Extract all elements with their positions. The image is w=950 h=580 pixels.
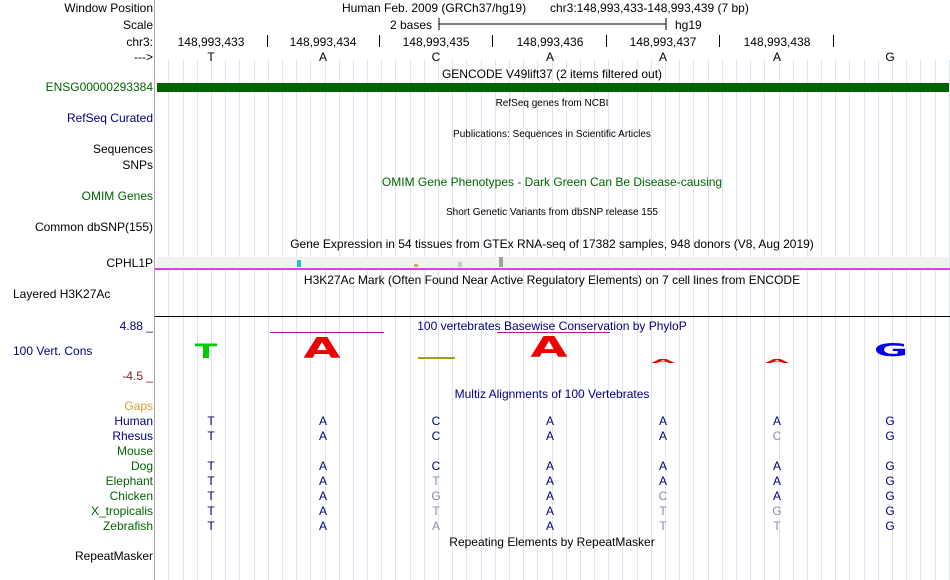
label-divider <box>154 0 155 580</box>
aligned-base: T <box>432 504 440 518</box>
aligned-base: A <box>318 459 328 473</box>
scale-label: Scale <box>122 18 153 32</box>
gtex-tissue-bar <box>458 262 462 267</box>
aligned-base: A <box>545 414 555 428</box>
species-label[interactable]: Chicken <box>109 489 153 503</box>
ruler-tick <box>606 35 607 47</box>
aligned-base: C <box>772 429 782 443</box>
gencode-gene-label[interactable]: ENSG00000293384 <box>45 80 153 94</box>
aligned-base: G <box>885 429 895 443</box>
conservation-logo <box>155 316 950 386</box>
species-label[interactable]: Rhesus <box>112 429 153 443</box>
cons-track-title: 100 vertebrates Basewise Conservation by PhyloP <box>417 319 687 333</box>
aligned-base: A <box>318 414 328 428</box>
logo-base-A: A <box>303 332 341 366</box>
aligned-base: A <box>318 489 328 503</box>
aligned-base: C <box>431 459 441 473</box>
aligned-base: C <box>658 489 668 503</box>
cons-track-label[interactable]: 100 Vert. Cons <box>13 344 93 358</box>
logo-base-G: G <box>873 339 909 361</box>
aligned-base: A <box>431 519 441 533</box>
scale-bar <box>438 17 668 31</box>
dbsnp-track-title: Short Genetic Variants from dbSNP release 155 <box>446 207 658 218</box>
gtex-expression-panel[interactable] <box>157 257 949 268</box>
aligned-base: A <box>658 414 668 428</box>
gtex-track-line <box>155 268 950 270</box>
aligned-base: A <box>318 474 328 488</box>
aligned-base: T <box>207 504 215 518</box>
reference-base: A <box>545 50 555 64</box>
omim-label[interactable]: OMIM Genes <box>81 189 153 203</box>
species-label[interactable]: Zebrafish <box>102 519 153 533</box>
cons-max-label: 4.88 _ <box>119 319 153 333</box>
multiz-track-title: Multiz Alignments of 100 Vertebrates <box>454 387 650 401</box>
aligned-base: G <box>885 474 895 488</box>
aligned-base: A <box>772 489 782 503</box>
aligned-base: T <box>659 504 667 518</box>
species-label[interactable]: X_tropicalis <box>90 504 153 518</box>
logo-base-A: A <box>530 331 568 365</box>
aligned-base: G <box>885 414 895 428</box>
cons-min-label: -4.5 _ <box>122 369 153 383</box>
gtex-tissue-bar <box>414 264 418 267</box>
ruler-position-label: 148,993,436 <box>516 35 584 49</box>
aligned-base: A <box>658 474 668 488</box>
species-label[interactable]: Dog <box>130 459 153 473</box>
ruler-position-label: 148,993,433 <box>177 35 245 49</box>
aligned-base: G <box>885 459 895 473</box>
species-label[interactable]: Human <box>114 414 153 428</box>
aligned-base: T <box>773 519 781 533</box>
logo-base-T: T <box>194 340 218 364</box>
aligned-base: G <box>431 489 441 503</box>
aligned-base: A <box>318 504 328 518</box>
aligned-base: T <box>207 489 215 503</box>
species-label[interactable]: Mouse <box>116 444 153 458</box>
aligned-base: T <box>432 474 440 488</box>
aligned-base: A <box>545 489 555 503</box>
dbsnp-label[interactable]: Common dbSNP(155) <box>34 220 153 234</box>
aligned-base: G <box>885 489 895 503</box>
aligned-base: A <box>318 519 328 533</box>
aligned-base: T <box>659 519 667 533</box>
aligned-base: A <box>545 429 555 443</box>
ruler-tick <box>379 35 380 47</box>
aligned-base: A <box>545 459 555 473</box>
reference-base: A <box>658 50 668 64</box>
ruler-position-label: 148,993,435 <box>402 35 470 49</box>
aligned-base: C <box>431 414 441 428</box>
aligned-base: A <box>318 429 328 443</box>
gtex-tissue-bar <box>499 257 503 267</box>
scale-db: hg19 <box>675 18 702 32</box>
h3k27ac-label[interactable]: Layered H3K27Ac <box>13 287 111 301</box>
window-position-label: Window Position <box>64 1 153 15</box>
reference-base: T <box>207 50 215 64</box>
gtex-track-title: Gene Expression in 54 tissues from GTEx RNA-seq of 17382 samples, 948 donors (V8, Aug 2019) <box>290 237 814 251</box>
h3k27ac-track-title: H3K27Ac Mark (Often Found Near Active Regulatory Elements) on 7 cell lines from ENCODE <box>303 273 801 287</box>
ruler-tick <box>719 35 720 47</box>
ruler-position-label: 148,993,434 <box>289 35 357 49</box>
repeatmasker-label[interactable]: RepeatMasker <box>74 549 153 563</box>
sequences-label[interactable]: Sequences <box>92 142 153 156</box>
refseq-track-title: RefSeq genes from NCBI <box>495 98 609 109</box>
aligned-base: A <box>772 414 782 428</box>
ruler-tick <box>492 35 493 47</box>
aligned-base: G <box>885 519 895 533</box>
aligned-base: C <box>431 429 441 443</box>
aligned-base: A <box>772 474 782 488</box>
ruler-position-label: 148,993,438 <box>743 35 811 49</box>
repeatmasker-track-title: Repeating Elements by RepeatMasker <box>449 535 655 549</box>
aligned-base: A <box>545 519 555 533</box>
window-position: chr3:148,993,433-148,993,439 (7 bp) <box>550 1 749 15</box>
strand-label: ---> <box>134 50 153 64</box>
aligned-base: T <box>207 519 215 533</box>
assembly-name: Human Feb. 2009 (GRCh37/hg19) <box>342 1 527 15</box>
ruler-position-label: 148,993,437 <box>629 35 697 49</box>
gencode-track-title: GENCODE V49lift37 (2 items filtered out) <box>441 67 663 81</box>
gaps-label[interactable]: Gaps <box>124 399 153 413</box>
aligned-base: A <box>772 459 782 473</box>
scale-bar-text: 2 bases <box>390 18 433 32</box>
aligned-base: T <box>207 459 215 473</box>
ruler-tick <box>833 35 834 47</box>
reference-base: G <box>885 50 895 64</box>
reference-base: A <box>772 50 782 64</box>
gtex-gene-label[interactable]: CPHL1P <box>106 256 153 270</box>
logo-base-A: A <box>651 357 675 365</box>
aligned-base: A <box>545 474 555 488</box>
chrom-label: chr3: <box>126 35 153 49</box>
ruler-tick <box>267 35 268 47</box>
reference-base: A <box>318 50 328 64</box>
aligned-base: T <box>207 474 215 488</box>
omim-track-title: OMIM Gene Phenotypes - Dark Green Can Be Disease-causing <box>381 175 723 189</box>
publications-track-title: Publications: Sequences in Scientific Articles <box>453 129 651 140</box>
aligned-base: A <box>545 504 555 518</box>
snps-label[interactable]: SNPs <box>122 158 153 172</box>
gencode-feature-bar[interactable] <box>157 83 949 92</box>
gtex-tissue-bar <box>297 260 301 267</box>
aligned-base: G <box>885 504 895 518</box>
reference-base: C <box>431 50 441 64</box>
aligned-base: T <box>207 429 215 443</box>
logo-base-A: A <box>765 357 789 365</box>
aligned-base: A <box>658 429 668 443</box>
refseq-label[interactable]: RefSeq Curated <box>66 111 153 125</box>
aligned-base: A <box>658 459 668 473</box>
aligned-base: G <box>772 504 782 518</box>
species-label[interactable]: Elephant <box>105 474 153 488</box>
aligned-base: T <box>207 414 215 428</box>
